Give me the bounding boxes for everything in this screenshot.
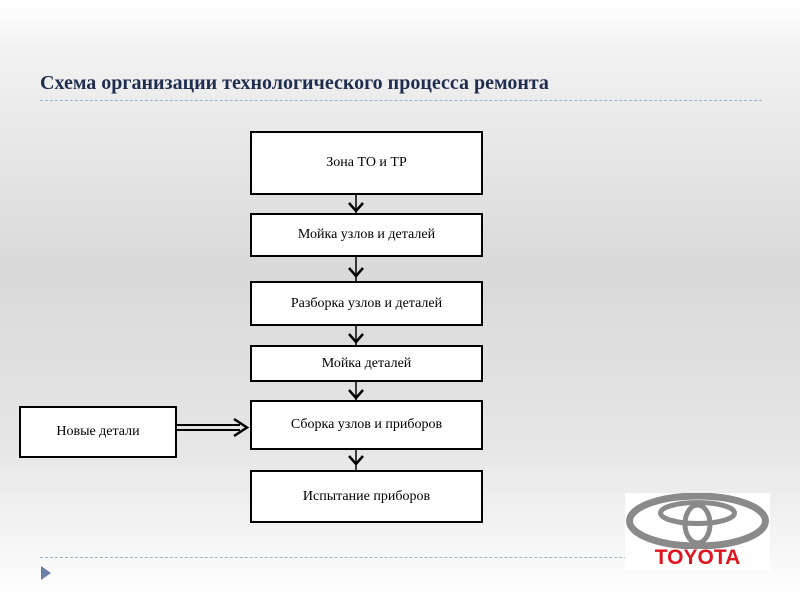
toyota-logo — [625, 493, 770, 571]
arrow-disassembly-to-wash-parts — [349, 326, 363, 345]
node-wash-parts: Мойка деталей — [250, 345, 483, 382]
slide-nav-triangle-icon[interactable] — [40, 565, 52, 581]
node-zone: Зона ТО и ТР — [250, 131, 483, 195]
arrow-new-parts-to-assembly — [177, 419, 247, 436]
toyota-emblem-icon — [625, 493, 770, 549]
arrow-wash-parts-to-assembly — [349, 382, 363, 400]
slide-title: Схема организации технологического процесса ремонта — [40, 72, 549, 94]
node-new-parts: Новые детали — [19, 406, 177, 458]
node-disassembly: Разборка узлов и деталей — [250, 281, 483, 326]
arrow-wash-units-to-disassembly — [349, 257, 363, 281]
node-wash-units: Мойка узлов и деталей — [250, 213, 483, 257]
node-testing: Испытание приборов — [250, 470, 483, 523]
arrow-assembly-to-testing — [349, 450, 363, 470]
arrow-zone-to-wash-units — [349, 195, 363, 213]
title-divider — [40, 100, 762, 101]
node-assembly: Сборка узлов и приборов — [250, 400, 483, 450]
toyota-wordmark: TOYOTA — [654, 546, 741, 569]
